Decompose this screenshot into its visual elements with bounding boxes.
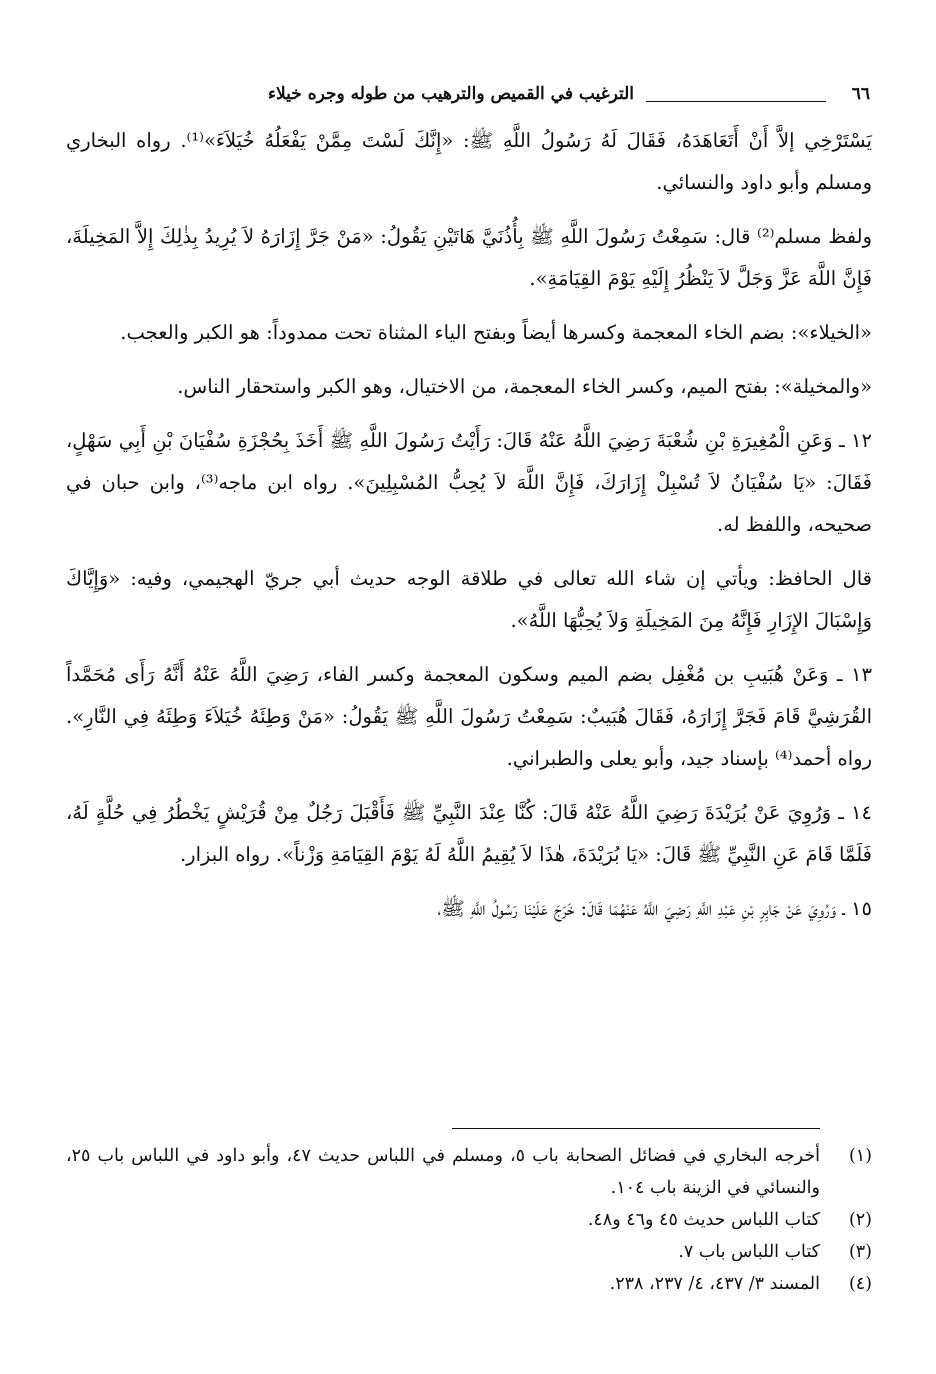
header-rule <box>646 101 826 102</box>
footnote-number: (٢) <box>848 1210 872 1230</box>
paragraph: يَسْتَرْخِي إلاَّ أَنْ أَتَعَاهَدَهُ، فَقَالَ لَهُ رَسُولُ اللَّهِ ﷺ: «إِنَّكَ لَسْتَ مِمَّنْ يَفْعَلُهُ خُيَلاَءَ»⁽¹⁾. رواه البخاري ومسلم وأبو داود والنسائي. <box>66 129 872 194</box>
main-text <box>66 120 872 942</box>
paragraph: «والمخيلة»: بفتح الميم، وكسر الخاء المعجمة، من الاختيال، وهو الكبر واستحقار الناس. <box>177 375 872 398</box>
footnote-number: (٣) <box>848 1242 872 1262</box>
paragraph: ١٣ ـ وَعَنْ هُبَيبِ بن مُغْفِل بضم الميم وسكون المعجمة وكسر الفاء، رَضِيَ اللَّهُ عَنْهُ أَنَّهُ رَأَى مُحَمَّداً القُرَشِيَّ قَامَ فَجَرَّ إِزَارَهُ، فَقَالَ هُبَيبٌ: سَمِعْتُ رَسُولَ اللَّهِ ﷺ يَقُولُ: «مَنْ وَطِئَهُ خُيَلاَءَ وَطِئَهُ فِي النَّارِ». رواه أحمد⁽⁴⁾ بإسناد جيد، وأبو يعلى والطبراني. <box>66 663 872 770</box>
footnote-separator <box>452 1128 820 1129</box>
footnote <box>66 1204 872 1236</box>
paragraph: ١٤ ـ وَرُوِيَ عَنْ بُرَيْدَةَ رَضِيَ اللَّهُ عَنْهُ قَالَ: كُنَّا عِنْدَ النَّبِيِّ ﷺ فَأَقْبَلَ رَجُلٌ مِنْ قُرَيْشٍ يَخْطُرُ فِي حُلَّةٍ لَهُ، فَلَمَّا قَامَ عَنِ النَّبِيِّ ﷺ قَالَ: «يَا بُرَيْدَةَ، هٰذَا لاَ يُقِيمُ اللَّهُ لَهُ يَوْمَ القِيَامَةِ وَزْناً». رواه البزار. <box>66 801 872 866</box>
footnote-text: كتاب اللباس باب ٧. <box>678 1242 820 1262</box>
running-header <box>70 84 870 110</box>
footnote <box>66 1236 872 1268</box>
footnote-text: أخرجه البخاري في فضائل الصحابة باب ٥، ومسلم في اللباس حديث ٤٧، وأبو داود في اللباس باب ٢٥، والنسائي في الزينة باب ١٠٤. <box>66 1146 820 1198</box>
footnote-number: (١) <box>848 1146 872 1166</box>
running-title: الترغيب في القميص والترهيب من طوله وجره خيلاء <box>268 84 634 104</box>
footnote <box>66 1140 872 1204</box>
paragraph: ١٥ ـ وَرُوِيَ عَنْ جَابِرِ بْنِ عَبْدِ اللَّهِ رَضِيَ اللَّهُ عَنْهُمَا قَالَ: خَرَجَ عَلَيْنَا رَسُولُ اللَّهِ ﷺ، <box>437 897 872 920</box>
footnote <box>66 1268 872 1300</box>
paragraph: قال الحافظ: ويأتي إن شاء الله تعالى في طلاقة الوجه حديث أبي جريّ الهجيمي، وفيه: «وَإِيَّاكَ وَإِسْبَالَ الإِزَارِ فَإِنَّهُ مِنَ المَخِيلَةِ وَلاَ يُحِبُّهَا اللَّهُ». <box>66 567 872 632</box>
paragraph: ١٢ ـ وَعَنِ الْمُغِيرَةِ بْنِ شُعْبَةَ رَضِيَ اللَّهُ عَنْهُ قَالَ: رَأَيْتُ رَسُولَ اللَّهِ ﷺ أَخَذَ بِحُجْزَةِ سُفْيَانَ بْنِ أَبِي سَهْلٍ، فَقَالَ: «يَا سُفْيَانُ لاَ تُسْبِلْ إِزَارَكَ، فَإِنَّ اللَّهَ لاَ يُحِبُّ المُسْبِلِينَ». رواه ابن ماجه⁽³⁾، وابن حبان في صحيحه، واللفظ له. <box>66 429 872 536</box>
footnote-text: المسند ٣/ ٤٣٧، ٤/ ٢٣٧، ٢٣٨. <box>609 1274 820 1294</box>
footnotes <box>66 1140 872 1300</box>
paragraph: ولفظ مسلم⁽²⁾ قال: سَمِعْتُ رَسُولَ اللَّهِ ﷺ بِأُذُنَيَّ هَاتَيْنِ يَقُولُ: «مَنْ جَرَّ إِزَارَهُ لاَ يُرِيدُ بِذٰلِكَ إِلاَّ المَخِيلَةَ، فَإِنَّ اللَّهَ عَزَّ وَجَلَّ لاَ يَنْظُرُ إِلَيْهِ يَوْمَ القِيَامَةِ». <box>66 225 873 290</box>
footnote-text: كتاب اللباس حديث ٤٥ و٤٦ و٤٨. <box>587 1210 820 1230</box>
page-number: ٦٦ <box>851 84 870 104</box>
footnote-number: (٤) <box>848 1274 872 1294</box>
paragraph: «الخيلاء»: بضم الخاء المعجمة وكسرها أيضاً وبفتح الياء المثناة تحت ممدوداً: هو الكبر والعجب. <box>120 321 872 344</box>
